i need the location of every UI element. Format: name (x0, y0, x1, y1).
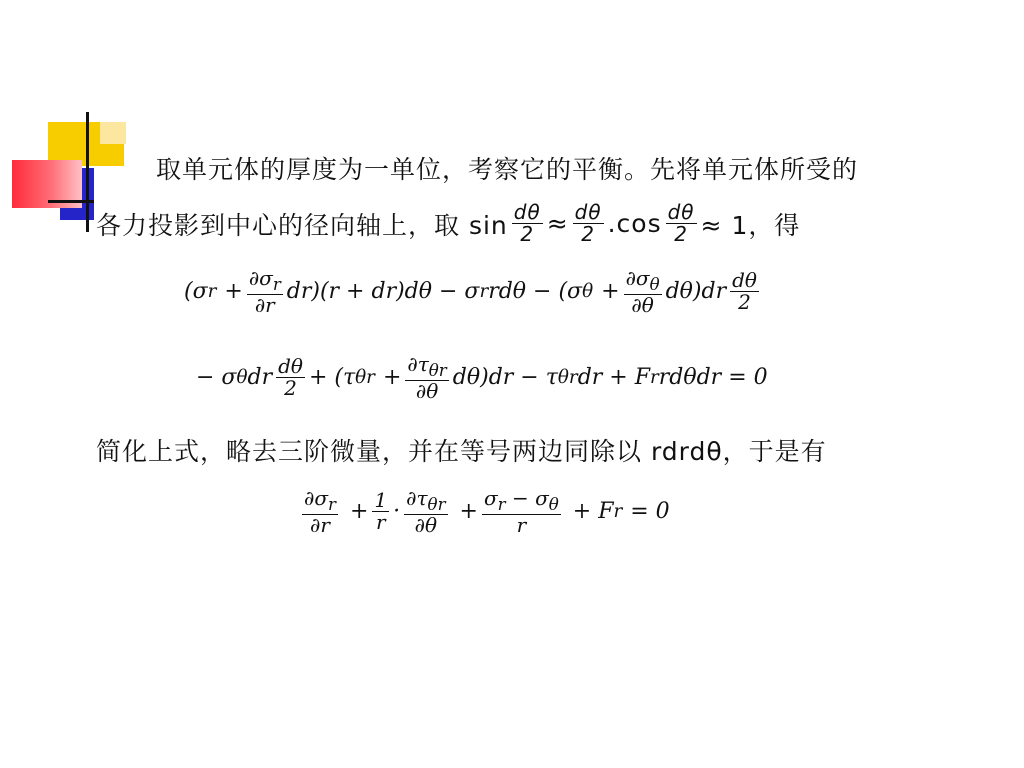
fraction-denominator: ∂r (254, 292, 275, 317)
subscript: θ (649, 275, 660, 294)
equation-term: (σ (184, 279, 208, 305)
paragraph-text: 简化上式，略去三阶微量，并在等号两边同除以 rdrdθ，于是有 (96, 437, 827, 466)
equation-term: rdθ − (σ (488, 279, 583, 305)
plus-sign: + (224, 279, 243, 305)
paragraph-text: 各力投影到中心的径向轴上，取 sin (96, 210, 508, 240)
scanned-text-region (92, 140, 992, 550)
subscript: θ (582, 281, 594, 303)
fraction-numerator: dθ (732, 268, 757, 293)
approx-symbol: ≈ (546, 209, 569, 238)
sigma: σ (483, 486, 498, 510)
fraction-numerator: dθ (278, 354, 303, 379)
subscript: r (649, 367, 659, 389)
fraction-numerator (624, 268, 662, 295)
fraction (276, 356, 305, 399)
fraction-denominator: ∂θ (415, 378, 439, 403)
fraction-numerator (302, 488, 338, 515)
fraction-denominator: 2 (581, 222, 595, 246)
subscript: θr (355, 367, 375, 389)
fraction (247, 268, 283, 316)
subscript: θ (236, 367, 248, 389)
plus-sign: + (601, 279, 620, 305)
fraction-denominator: ∂r (310, 512, 330, 537)
fraction-denominator: 2 (520, 222, 535, 246)
fraction (573, 202, 604, 245)
partial-sigma: ∂σ (304, 486, 328, 510)
partial-sigma: ∂σ (625, 266, 650, 290)
equation-term: dθ)dr (665, 279, 727, 305)
subscript: r (613, 501, 623, 523)
fraction (730, 270, 759, 313)
fraction (666, 202, 697, 245)
equation-term: − σ (196, 365, 237, 391)
plus-sign: + (382, 365, 402, 391)
dot-operator: · (393, 499, 401, 525)
equation-term: dr + F (577, 365, 650, 391)
equation-term: dr (247, 365, 273, 391)
decorative-vertical-line (86, 112, 89, 232)
equation-term: dr)(r + dr)dθ − σ (286, 279, 480, 305)
approx-one-text: ≈ 1，得 (700, 210, 801, 240)
subscript: θ (548, 495, 559, 514)
equation-term: + F (572, 499, 614, 525)
fraction-numerator: 1 (374, 488, 388, 513)
plus-sign: + (459, 499, 478, 525)
plus-sign: + (349, 499, 369, 525)
fraction-numerator (405, 354, 448, 381)
fraction (302, 488, 338, 536)
fraction-denominator: ∂θ (631, 292, 654, 317)
paragraph-line-2 (96, 202, 800, 245)
subscript: r (328, 495, 336, 514)
fraction-denominator: 2 (284, 376, 297, 401)
subscript: r (272, 275, 281, 294)
equation-term: = 0 (630, 499, 670, 525)
fraction-denominator: ∂θ (414, 512, 438, 537)
equation-line-1 (184, 268, 763, 316)
subscript: r (479, 281, 489, 303)
paragraph-line-3 (96, 432, 827, 468)
equation-term: + (τ (308, 365, 356, 391)
equation-line-3 (298, 488, 670, 536)
partial-tau: ∂τ (407, 352, 429, 376)
minus-sigma: − σ (511, 486, 549, 510)
equation-line-2 (196, 354, 768, 402)
fraction (404, 488, 447, 536)
partial-sigma: ∂σ (248, 266, 273, 290)
fraction (372, 490, 389, 533)
fraction-numerator: dθ (513, 200, 541, 224)
fraction-denominator: r (375, 510, 386, 535)
fraction (482, 488, 561, 536)
fraction-numerator (247, 268, 283, 295)
subscript: r (207, 281, 217, 303)
decorative-horizontal-line (48, 200, 94, 203)
fraction (624, 268, 662, 316)
fraction-denominator: 2 (674, 222, 688, 246)
cos-text: .cos (607, 209, 662, 238)
equation-term: rdθdr = 0 (658, 365, 768, 391)
paragraph-line-1 (156, 150, 858, 186)
fraction-denominator: 2 (738, 290, 751, 315)
partial-tau: ∂τ (406, 486, 428, 510)
fraction-numerator: dθ (667, 200, 695, 224)
fraction-numerator: dθ (574, 200, 602, 224)
fraction (405, 354, 448, 402)
subscript: r (497, 495, 506, 514)
fraction-denominator: r (516, 512, 527, 537)
fraction-numerator (482, 488, 561, 515)
fraction (512, 202, 543, 245)
fraction-numerator (404, 488, 447, 515)
equation-term: dθ)dr − τ (452, 365, 558, 391)
subscript: θr (428, 361, 447, 380)
paragraph-text: 取单元体的厚度为一单位，考察它的平衡。先将单元体所受的 (156, 155, 859, 184)
subscript: θr (557, 367, 578, 389)
subscript: θr (427, 495, 446, 514)
